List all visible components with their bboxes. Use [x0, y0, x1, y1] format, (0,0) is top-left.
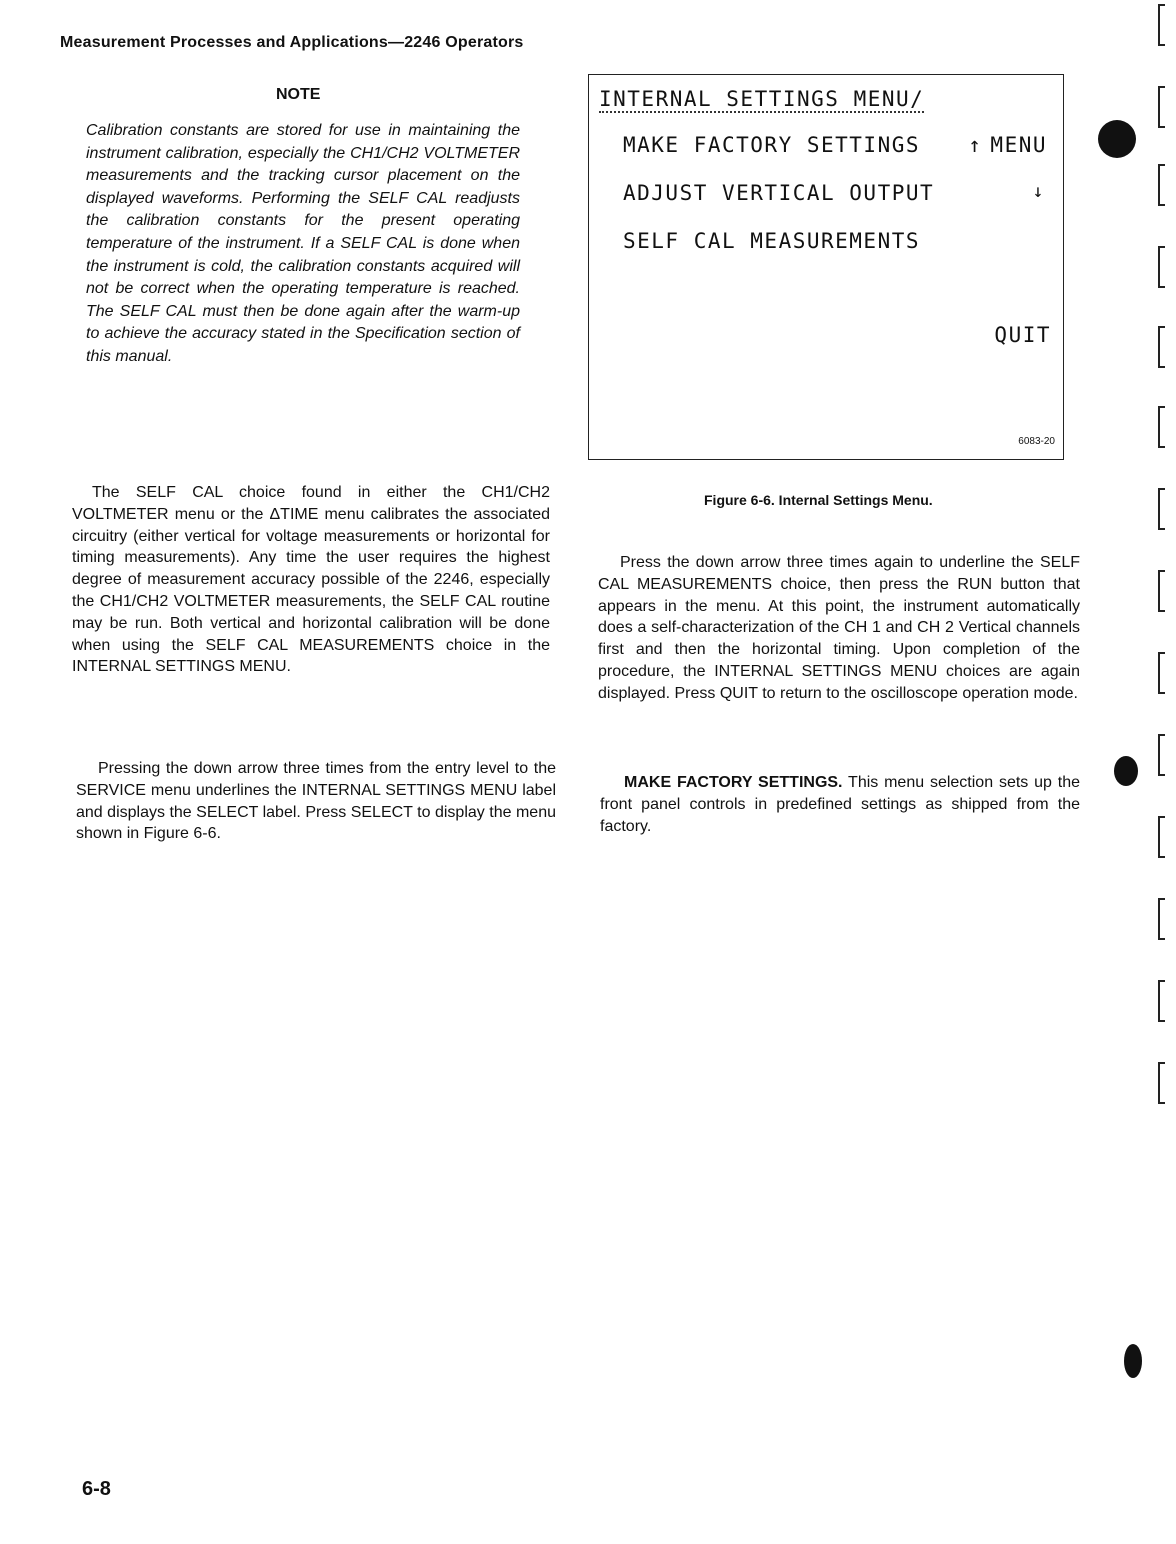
- page-number: 6-8: [82, 1478, 111, 1500]
- down-arrow-icon: ↓: [1032, 181, 1045, 202]
- binder-hole-icon: [1114, 756, 1138, 786]
- binder-hole-icon: [1124, 1344, 1142, 1378]
- binder-tab-mark: [1158, 406, 1165, 448]
- menu-softkey-label: [968, 133, 1047, 157]
- factory-settings-heading: MAKE FACTORY SETTINGS.: [624, 774, 843, 791]
- menu-item-adjust-vertical: ADJUST VERTICAL OUTPUT: [623, 181, 935, 205]
- binder-tab-mark: [1158, 980, 1165, 1022]
- binder-tab-mark: [1158, 488, 1165, 530]
- factory-settings-paragraph: [600, 772, 1080, 837]
- binder-tab-mark: [1158, 1062, 1165, 1104]
- menu-label: MENU: [990, 133, 1047, 157]
- factory-settings-body: This menu selection sets up the front panel controls in predefined settings as shipped from the factory.: [600, 774, 1080, 835]
- binder-tab-mark: [1158, 816, 1165, 858]
- binder-tab-mark: [1158, 246, 1165, 288]
- binder-tab-mark: [1158, 734, 1165, 776]
- note-body: Calibration constants are stored for use in maintaining the instrument calibration, especially the CH1/CH2 VOLTMETER measurements and the tracking cursor placement on the displayed waveforms. Performing the SELF CAL readjusts the calibration constants for the present operating temperature of the instrument. If a SELF CAL is done when the instrument is cold, the calibration constants acquired will not be correct when the operating temperature is reached. The SELF CAL must then be done again after the warm-up to achieve the accuracy stated in the Specification section of this manual.: [86, 122, 520, 365]
- binder-tab-mark: [1158, 326, 1165, 368]
- internal-settings-menu-figure: [588, 74, 1064, 460]
- binder-tab-mark: [1158, 86, 1165, 128]
- running-header: Measurement Processes and Applications—2246 Operators: [60, 34, 524, 51]
- self-cal-paragraph: The SELF CAL choice found in either the CH1/CH2 VOLTMETER menu or the ΔTIME menu calibrates the associated circuitry (either vertical for voltage measurements or horizontal for timing measurements). Any time the user requires the highest degree of measurement accuracy possible of the 2246, especially the CH1/CH2 VOLTMETER measurements, the SELF CAL routine may be run. Both vertical and horizontal calibration will be done when using the SELF CAL MEASUREMENTS choice in the INTERNAL SETTINGS MENU.: [72, 484, 550, 676]
- binder-tab-mark: [1158, 898, 1165, 940]
- down-arrow-paragraph: Pressing the down arrow three times from the entry level to the SERVICE menu underlines the INTERNAL SETTINGS MENU label and displays the SELECT label. Press SELECT to display the menu shown in Figure 6-6.: [76, 760, 556, 843]
- screen-title: INTERNAL SETTINGS MENU/: [599, 87, 925, 111]
- binder-hole-icon: [1098, 120, 1136, 158]
- menu-item-factory-settings: MAKE FACTORY SETTINGS: [623, 133, 921, 157]
- figure-caption: Figure 6-6. Internal Settings Menu.: [704, 492, 933, 508]
- note-title: NOTE: [276, 86, 321, 103]
- quit-label: QUIT: [994, 323, 1051, 347]
- binder-tab-mark: [1158, 164, 1165, 206]
- up-arrow-icon: ↑: [968, 133, 983, 157]
- binder-tab-mark: [1158, 4, 1165, 46]
- menu-item-self-cal: SELF CAL MEASUREMENTS: [623, 229, 921, 253]
- self-cal-procedure-paragraph: Press the down arrow three times again to underline the SELF CAL MEASUREMENTS choice, then press the RUN button that appears in the menu. At this point, the instrument automatically does a self-characterization of the CH 1 and CH 2 Vertical channels first and then the horizontal timing. Upon completion of the procedure, the INTERNAL SETTINGS MENU choices are again displayed. Press QUIT to return to the oscilloscope operation mode.: [598, 554, 1080, 702]
- binder-tab-mark: [1158, 652, 1165, 694]
- figure-id: 6083-20: [1018, 436, 1055, 447]
- binder-tab-mark: [1158, 570, 1165, 612]
